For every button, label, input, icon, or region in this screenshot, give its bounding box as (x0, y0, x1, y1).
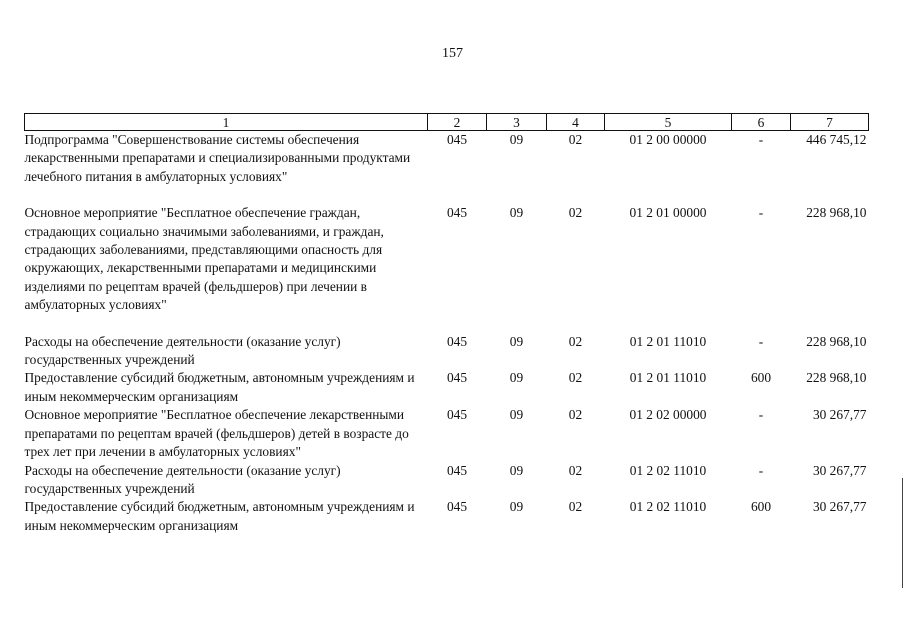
row-name: Расходы на обеспечение деятельности (оказание услуг) государственных учреждений (24, 462, 341, 496)
row-expense-type: - (758, 407, 764, 423)
row-section: 09 (509, 407, 524, 423)
column-header: 7 (791, 114, 869, 131)
column-header: 3 (487, 114, 547, 131)
row-amount: 228 968,10 (806, 370, 867, 386)
row-name: Предоставление субсидий бюджетным, автономным учреждениям и иным некоммерческим организациям (24, 499, 415, 533)
row-name: Подпрограмма "Совершенствование системы обеспечения лекарственными препаратами и специализированными продуктами лечебного питания в амбулаторных условиях" (24, 132, 411, 184)
row-amount: 30 267,77 (812, 407, 867, 423)
row-section: 09 (509, 370, 524, 386)
row-ministry: 045 (446, 205, 468, 221)
row-expense-type: 600 (750, 499, 772, 515)
row-ministry: 045 (446, 407, 468, 423)
row-section: 09 (509, 132, 524, 147)
header-row (25, 114, 869, 131)
row-subsection: 02 (568, 132, 583, 147)
row-amount: 228 968,10 (806, 333, 867, 349)
row-expense-type: - (758, 462, 764, 478)
table-row (25, 406, 869, 461)
row-section: 09 (509, 205, 524, 221)
table-row (25, 462, 869, 499)
page-number: 157 (442, 46, 463, 61)
row-section: 09 (509, 499, 524, 515)
row-target: 01 2 00 00000 (629, 132, 707, 147)
budget-table (24, 113, 869, 535)
scan-edge-line (902, 478, 903, 588)
table-row (25, 131, 869, 205)
row-subsection: 02 (568, 407, 583, 423)
column-header: 2 (428, 114, 487, 131)
row-subsection: 02 (568, 370, 583, 386)
column-header: 1 (25, 114, 428, 131)
row-ministry: 045 (446, 499, 468, 515)
row-expense-type: - (758, 132, 764, 147)
table-row (25, 204, 869, 332)
row-expense-type: - (758, 333, 764, 349)
row-amount: 228 968,10 (806, 205, 867, 221)
table-row (25, 333, 869, 370)
row-expense-type: - (758, 205, 764, 221)
row-target: 01 2 02 11010 (629, 462, 707, 478)
row-name: Предоставление субсидий бюджетным, автономным учреждениям и иным некоммерческим организациям (24, 370, 415, 404)
row-subsection: 02 (568, 333, 583, 349)
column-header: 6 (732, 114, 791, 131)
column-header: 5 (605, 114, 732, 131)
row-subsection: 02 (568, 462, 583, 478)
row-name: Основное мероприятие "Бесплатное обеспечение граждан, страдающих социально значимыми заболеваниями, и граждан, страдающих заболеваниями, представляющими опасность для окружающих, лекарственными препаратами и медицинскими изделиями по рецептам врачей (фельдшеров) при лечении в амбулаторных условиях" (24, 205, 384, 313)
row-target: 01 2 01 11010 (629, 370, 707, 386)
table-row (25, 498, 869, 535)
row-ministry: 045 (446, 333, 468, 349)
row-section: 09 (509, 333, 524, 349)
row-amount: 446 745,12 (806, 132, 867, 147)
row-amount: 30 267,77 (812, 462, 867, 478)
row-ministry: 045 (446, 132, 468, 147)
row-target: 01 2 02 00000 (629, 407, 707, 423)
row-target: 01 2 01 11010 (629, 333, 707, 349)
table-row (25, 369, 869, 406)
row-subsection: 02 (568, 205, 583, 221)
column-header: 4 (547, 114, 605, 131)
row-amount: 30 267,77 (812, 499, 867, 515)
row-ministry: 045 (446, 370, 468, 386)
row-name: Основное мероприятие "Бесплатное обеспечение лекарственными препаратами по рецептам врачей (фельдшеров) детей в возрасте до трех лет при лечении в амбулаторных условиях" (24, 407, 409, 460)
row-target: 01 2 01 00000 (629, 205, 707, 221)
row-expense-type: 600 (750, 370, 772, 386)
row-ministry: 045 (446, 462, 468, 478)
row-subsection: 02 (568, 499, 583, 515)
row-target: 01 2 02 11010 (629, 499, 707, 515)
row-name: Расходы на обеспечение деятельности (оказание услуг) государственных учреждений (24, 333, 341, 368)
row-section: 09 (509, 462, 524, 478)
